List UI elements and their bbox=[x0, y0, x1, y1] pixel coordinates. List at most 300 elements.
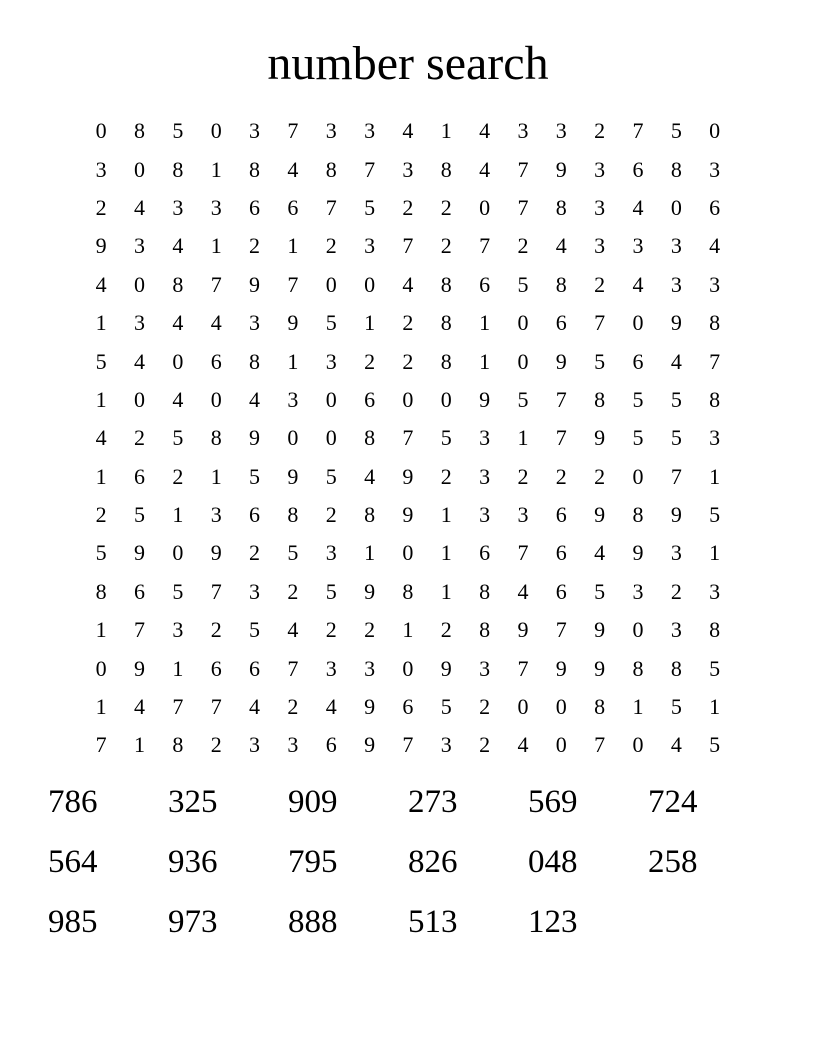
grid-cell: 9 bbox=[555, 655, 567, 681]
grid-cell: 0 bbox=[517, 310, 529, 336]
word-list-item: 826 bbox=[408, 844, 458, 880]
grid-cell: 4 bbox=[249, 386, 261, 412]
grid-cell: 3 bbox=[325, 655, 337, 681]
grid-cell: 5 bbox=[632, 425, 644, 451]
grid-cell: 3 bbox=[479, 425, 491, 451]
grid-cell: 8 bbox=[172, 156, 184, 182]
grid-cell: 2 bbox=[172, 463, 184, 489]
grid-cell: 6 bbox=[709, 194, 721, 220]
grid-cell: 7 bbox=[555, 617, 567, 643]
grid-cell: 1 bbox=[287, 348, 299, 374]
grid-cell: 3 bbox=[594, 233, 606, 259]
grid-cell: 4 bbox=[479, 156, 491, 182]
grid-cell: 8 bbox=[364, 425, 376, 451]
grid-cell: 8 bbox=[479, 617, 491, 643]
grid-row bbox=[82, 688, 734, 726]
grid-cell: 7 bbox=[210, 578, 222, 604]
grid-cell: 7 bbox=[517, 156, 529, 182]
grid-cell: 1 bbox=[479, 348, 491, 374]
grid-cell: 3 bbox=[287, 732, 299, 758]
grid-cell: 9 bbox=[555, 156, 567, 182]
grid-cell: 0 bbox=[325, 425, 337, 451]
grid-cell: 9 bbox=[249, 425, 261, 451]
grid-cell: 6 bbox=[479, 540, 491, 566]
grid-cell: 5 bbox=[594, 578, 606, 604]
grid-cell: 6 bbox=[555, 502, 567, 528]
grid-cell: 0 bbox=[632, 617, 644, 643]
grid-cell: 8 bbox=[210, 425, 222, 451]
grid-row bbox=[82, 304, 734, 342]
grid-cell: 3 bbox=[517, 118, 529, 144]
grid-cell: 3 bbox=[325, 540, 337, 566]
grid-cell: 7 bbox=[210, 271, 222, 297]
grid-cell: 3 bbox=[364, 655, 376, 681]
grid-cell: 5 bbox=[709, 655, 721, 681]
grid-cell: 7 bbox=[402, 732, 414, 758]
grid-cell: 5 bbox=[670, 694, 682, 720]
grid-cell: 2 bbox=[325, 502, 337, 528]
grid-cell: 2 bbox=[440, 617, 452, 643]
grid-cell: 1 bbox=[134, 732, 146, 758]
grid-cell: 2 bbox=[134, 425, 146, 451]
grid-cell: 6 bbox=[325, 732, 337, 758]
grid-cell: 8 bbox=[95, 578, 107, 604]
grid-cell: 4 bbox=[402, 118, 414, 144]
grid-cell: 5 bbox=[440, 425, 452, 451]
grid-cell: 3 bbox=[709, 156, 721, 182]
grid-row bbox=[82, 496, 734, 534]
grid-cell: 0 bbox=[632, 310, 644, 336]
grid-cell: 2 bbox=[210, 732, 222, 758]
grid-cell: 2 bbox=[594, 463, 606, 489]
grid-cell: 5 bbox=[172, 425, 184, 451]
grid-cell: 6 bbox=[249, 655, 261, 681]
grid-cell: 4 bbox=[287, 156, 299, 182]
grid-cell: 9 bbox=[402, 463, 414, 489]
grid-cell: 1 bbox=[210, 233, 222, 259]
grid-cell: 1 bbox=[287, 233, 299, 259]
grid-cell: 3 bbox=[517, 502, 529, 528]
grid-cell: 4 bbox=[364, 463, 376, 489]
grid-cell: 6 bbox=[632, 348, 644, 374]
grid-cell: 0 bbox=[632, 732, 644, 758]
grid-cell: 1 bbox=[709, 463, 721, 489]
grid-cell: 8 bbox=[555, 271, 567, 297]
grid-cell: 3 bbox=[709, 271, 721, 297]
word-list-item: 325 bbox=[168, 784, 218, 820]
grid-cell: 9 bbox=[632, 540, 644, 566]
grid-cell: 8 bbox=[670, 655, 682, 681]
word-list-item: 048 bbox=[528, 844, 578, 880]
grid-cell: 2 bbox=[517, 463, 529, 489]
grid-cell: 6 bbox=[210, 348, 222, 374]
grid-cell: 2 bbox=[287, 578, 299, 604]
grid-cell: 0 bbox=[517, 348, 529, 374]
grid-cell: 0 bbox=[440, 386, 452, 412]
grid-cell: 4 bbox=[632, 194, 644, 220]
grid-cell: 3 bbox=[210, 194, 222, 220]
grid-cell: 6 bbox=[134, 578, 146, 604]
grid-cell: 9 bbox=[440, 655, 452, 681]
grid-cell: 9 bbox=[364, 732, 376, 758]
grid-cell: 2 bbox=[555, 463, 567, 489]
number-grid bbox=[82, 112, 734, 765]
grid-cell: 0 bbox=[670, 194, 682, 220]
grid-cell: 3 bbox=[594, 194, 606, 220]
grid-cell: 1 bbox=[172, 655, 184, 681]
grid-cell: 9 bbox=[364, 694, 376, 720]
grid-cell: 6 bbox=[249, 502, 261, 528]
grid-row bbox=[82, 611, 734, 649]
grid-cell: 4 bbox=[402, 271, 414, 297]
grid-cell: 2 bbox=[479, 732, 491, 758]
grid-cell: 1 bbox=[364, 540, 376, 566]
grid-cell: 3 bbox=[95, 156, 107, 182]
grid-row bbox=[82, 458, 734, 496]
grid-row bbox=[82, 189, 734, 227]
grid-cell: 1 bbox=[95, 617, 107, 643]
grid-cell: 9 bbox=[287, 310, 299, 336]
grid-cell: 3 bbox=[670, 617, 682, 643]
grid-cell: 5 bbox=[440, 694, 452, 720]
grid-cell: 8 bbox=[440, 348, 452, 374]
grid-cell: 6 bbox=[210, 655, 222, 681]
grid-cell: 1 bbox=[95, 694, 107, 720]
grid-cell: 0 bbox=[402, 655, 414, 681]
grid-cell: 5 bbox=[249, 617, 261, 643]
grid-cell: 9 bbox=[555, 348, 567, 374]
grid-cell: 0 bbox=[709, 118, 721, 144]
grid-cell: 9 bbox=[517, 617, 529, 643]
grid-row bbox=[82, 419, 734, 457]
grid-cell: 2 bbox=[440, 194, 452, 220]
grid-cell: 3 bbox=[364, 118, 376, 144]
grid-cell: 0 bbox=[555, 694, 567, 720]
grid-cell: 5 bbox=[172, 118, 184, 144]
grid-row bbox=[82, 573, 734, 611]
grid-cell: 5 bbox=[594, 348, 606, 374]
grid-cell: 7 bbox=[172, 694, 184, 720]
grid-cell: 3 bbox=[172, 194, 184, 220]
grid-cell: 1 bbox=[440, 502, 452, 528]
grid-cell: 8 bbox=[402, 578, 414, 604]
grid-cell: 4 bbox=[172, 310, 184, 336]
grid-row bbox=[82, 649, 734, 687]
grid-cell: 1 bbox=[440, 578, 452, 604]
grid-cell: 5 bbox=[670, 386, 682, 412]
grid-cell: 5 bbox=[95, 540, 107, 566]
grid-row bbox=[82, 534, 734, 572]
grid-row bbox=[82, 266, 734, 304]
grid-cell: 0 bbox=[555, 732, 567, 758]
grid-cell: 5 bbox=[517, 271, 529, 297]
grid-cell: 4 bbox=[95, 425, 107, 451]
word-list-item: 888 bbox=[288, 904, 338, 940]
grid-cell: 2 bbox=[249, 233, 261, 259]
grid-cell: 0 bbox=[210, 386, 222, 412]
grid-cell: 2 bbox=[440, 233, 452, 259]
page-title: number search bbox=[267, 37, 549, 90]
grid-cell: 7 bbox=[709, 348, 721, 374]
grid-cell: 0 bbox=[402, 386, 414, 412]
grid-cell: 8 bbox=[632, 502, 644, 528]
word-list-item: 569 bbox=[528, 784, 578, 820]
grid-cell: 1 bbox=[95, 386, 107, 412]
grid-cell: 9 bbox=[402, 502, 414, 528]
grid-cell: 4 bbox=[325, 694, 337, 720]
word-list-item: 724 bbox=[648, 784, 698, 820]
grid-cell: 4 bbox=[172, 233, 184, 259]
grid-cell: 3 bbox=[134, 233, 146, 259]
grid-cell: 6 bbox=[479, 271, 491, 297]
grid-cell: 7 bbox=[287, 118, 299, 144]
grid-cell: 4 bbox=[95, 271, 107, 297]
grid-cell: 7 bbox=[517, 540, 529, 566]
grid-cell: 7 bbox=[594, 732, 606, 758]
word-list-item: 936 bbox=[168, 844, 218, 880]
grid-cell: 1 bbox=[709, 540, 721, 566]
grid-cell: 7 bbox=[402, 233, 414, 259]
grid-cell: 8 bbox=[249, 348, 261, 374]
grid-cell: 3 bbox=[670, 271, 682, 297]
grid-cell: 2 bbox=[402, 348, 414, 374]
grid-cell: 6 bbox=[555, 540, 567, 566]
grid-cell: 8 bbox=[364, 502, 376, 528]
grid-cell: 2 bbox=[670, 578, 682, 604]
grid-cell: 0 bbox=[95, 118, 107, 144]
grid-cell: 5 bbox=[325, 578, 337, 604]
grid-cell: 2 bbox=[517, 233, 529, 259]
grid-cell: 4 bbox=[670, 348, 682, 374]
grid-cell: 6 bbox=[249, 194, 261, 220]
grid-cell: 0 bbox=[364, 271, 376, 297]
grid-row bbox=[82, 150, 734, 188]
grid-cell: 3 bbox=[210, 502, 222, 528]
grid-cell: 0 bbox=[134, 156, 146, 182]
grid-cell: 3 bbox=[709, 425, 721, 451]
grid-cell: 4 bbox=[134, 348, 146, 374]
grid-cell: 8 bbox=[709, 617, 721, 643]
word-list-item: 795 bbox=[288, 844, 338, 880]
grid-cell: 0 bbox=[517, 694, 529, 720]
word-list-item: 513 bbox=[408, 904, 458, 940]
grid-cell: 6 bbox=[364, 386, 376, 412]
grid-cell: 3 bbox=[632, 233, 644, 259]
grid-cell: 9 bbox=[594, 655, 606, 681]
grid-row bbox=[82, 112, 734, 150]
grid-row bbox=[82, 726, 734, 764]
grid-cell: 2 bbox=[402, 194, 414, 220]
grid-cell: 7 bbox=[364, 156, 376, 182]
grid-cell: 6 bbox=[632, 156, 644, 182]
grid-cell: 2 bbox=[402, 310, 414, 336]
grid-cell: 5 bbox=[134, 502, 146, 528]
grid-cell: 4 bbox=[479, 118, 491, 144]
grid-cell: 9 bbox=[670, 502, 682, 528]
grid-cell: 3 bbox=[594, 156, 606, 182]
grid-cell: 2 bbox=[325, 233, 337, 259]
grid-cell: 3 bbox=[479, 655, 491, 681]
grid-cell: 5 bbox=[325, 463, 337, 489]
grid-cell: 9 bbox=[287, 463, 299, 489]
grid-cell: 1 bbox=[709, 694, 721, 720]
grid-cell: 3 bbox=[172, 617, 184, 643]
grid-cell: 5 bbox=[709, 502, 721, 528]
grid-cell: 2 bbox=[210, 617, 222, 643]
grid-cell: 3 bbox=[479, 463, 491, 489]
grid-row bbox=[82, 342, 734, 380]
grid-cell: 3 bbox=[479, 502, 491, 528]
grid-cell: 5 bbox=[172, 578, 184, 604]
grid-cell: 8 bbox=[440, 310, 452, 336]
grid-cell: 1 bbox=[210, 156, 222, 182]
grid-cell: 2 bbox=[364, 348, 376, 374]
grid-cell: 1 bbox=[210, 463, 222, 489]
grid-cell: 9 bbox=[364, 578, 376, 604]
grid-cell: 7 bbox=[402, 425, 414, 451]
grid-cell: 3 bbox=[670, 540, 682, 566]
grid-cell: 3 bbox=[670, 233, 682, 259]
grid-cell: 9 bbox=[95, 233, 107, 259]
grid-cell: 8 bbox=[249, 156, 261, 182]
grid-cell: 5 bbox=[325, 310, 337, 336]
word-list-item: 258 bbox=[648, 844, 698, 880]
grid-cell: 0 bbox=[325, 271, 337, 297]
grid-cell: 9 bbox=[134, 540, 146, 566]
grid-cell: 3 bbox=[325, 118, 337, 144]
grid-cell: 8 bbox=[172, 271, 184, 297]
grid-cell: 9 bbox=[594, 425, 606, 451]
grid-cell: 7 bbox=[555, 386, 567, 412]
grid-cell: 9 bbox=[594, 617, 606, 643]
grid-cell: 8 bbox=[134, 118, 146, 144]
grid-cell: 2 bbox=[594, 271, 606, 297]
grid-cell: 4 bbox=[210, 310, 222, 336]
grid-cell: 5 bbox=[670, 425, 682, 451]
grid-cell: 4 bbox=[517, 578, 529, 604]
grid-cell: 1 bbox=[172, 502, 184, 528]
grid-cell: 8 bbox=[632, 655, 644, 681]
grid-cell: 5 bbox=[364, 194, 376, 220]
grid-cell: 0 bbox=[287, 425, 299, 451]
grid-cell: 0 bbox=[210, 118, 222, 144]
grid-cell: 9 bbox=[670, 310, 682, 336]
grid-cell: 3 bbox=[287, 386, 299, 412]
grid-cell: 1 bbox=[364, 310, 376, 336]
grid-cell: 9 bbox=[479, 386, 491, 412]
grid-cell: 9 bbox=[134, 655, 146, 681]
grid-cell: 8 bbox=[325, 156, 337, 182]
grid-cell: 3 bbox=[632, 578, 644, 604]
grid-cell: 8 bbox=[172, 732, 184, 758]
grid-cell: 2 bbox=[364, 617, 376, 643]
word-list-item: 273 bbox=[408, 784, 458, 820]
grid-cell: 8 bbox=[440, 271, 452, 297]
grid-cell: 3 bbox=[134, 310, 146, 336]
grid-cell: 3 bbox=[325, 348, 337, 374]
grid-cell: 8 bbox=[670, 156, 682, 182]
word-list-item: 786 bbox=[48, 784, 98, 820]
grid-cell: 7 bbox=[287, 271, 299, 297]
word-list-item: 909 bbox=[288, 784, 338, 820]
grid-cell: 1 bbox=[479, 310, 491, 336]
grid-cell: 0 bbox=[134, 271, 146, 297]
grid-cell: 7 bbox=[210, 694, 222, 720]
grid-cell: 4 bbox=[172, 386, 184, 412]
grid-cell: 4 bbox=[134, 194, 146, 220]
grid-cell: 0 bbox=[402, 540, 414, 566]
grid-cell: 1 bbox=[517, 425, 529, 451]
grid-cell: 7 bbox=[287, 655, 299, 681]
grid-cell: 7 bbox=[325, 194, 337, 220]
grid-cell: 8 bbox=[594, 694, 606, 720]
grid-row bbox=[82, 381, 734, 419]
grid-cell: 4 bbox=[287, 617, 299, 643]
grid-cell: 7 bbox=[517, 655, 529, 681]
grid-cell: 5 bbox=[632, 386, 644, 412]
grid-cell: 6 bbox=[402, 694, 414, 720]
grid-cell: 7 bbox=[555, 425, 567, 451]
grid-cell: 3 bbox=[440, 732, 452, 758]
word-list-item: 985 bbox=[48, 904, 98, 940]
grid-cell: 7 bbox=[594, 310, 606, 336]
grid-cell: 6 bbox=[555, 578, 567, 604]
grid-cell: 5 bbox=[249, 463, 261, 489]
grid-cell: 4 bbox=[709, 233, 721, 259]
grid-cell: 0 bbox=[172, 540, 184, 566]
grid-cell: 3 bbox=[249, 732, 261, 758]
grid-cell: 1 bbox=[95, 310, 107, 336]
grid-cell: 9 bbox=[210, 540, 222, 566]
grid-cell: 2 bbox=[95, 194, 107, 220]
grid-cell: 3 bbox=[555, 118, 567, 144]
grid-cell: 4 bbox=[555, 233, 567, 259]
grid-row bbox=[82, 227, 734, 265]
grid-cell: 0 bbox=[95, 655, 107, 681]
grid-cell: 2 bbox=[95, 502, 107, 528]
grid-cell: 4 bbox=[517, 732, 529, 758]
word-list-item: 564 bbox=[48, 844, 98, 880]
grid-cell: 2 bbox=[479, 694, 491, 720]
grid-cell: 8 bbox=[287, 502, 299, 528]
grid-cell: 4 bbox=[632, 271, 644, 297]
grid-cell: 8 bbox=[440, 156, 452, 182]
grid-cell: 9 bbox=[249, 271, 261, 297]
grid-cell: 7 bbox=[632, 118, 644, 144]
grid-cell: 1 bbox=[440, 118, 452, 144]
grid-cell: 3 bbox=[249, 310, 261, 336]
grid-cell: 7 bbox=[479, 233, 491, 259]
grid-cell: 7 bbox=[517, 194, 529, 220]
grid-cell: 3 bbox=[249, 118, 261, 144]
grid-cell: 4 bbox=[249, 694, 261, 720]
grid-cell: 2 bbox=[594, 118, 606, 144]
grid-cell: 0 bbox=[632, 463, 644, 489]
grid-cell: 6 bbox=[555, 310, 567, 336]
grid-cell: 3 bbox=[709, 578, 721, 604]
grid-cell: 2 bbox=[249, 540, 261, 566]
grid-cell: 3 bbox=[249, 578, 261, 604]
grid-cell: 7 bbox=[670, 463, 682, 489]
grid-cell: 2 bbox=[287, 694, 299, 720]
grid-cell: 5 bbox=[287, 540, 299, 566]
grid-cell: 1 bbox=[402, 617, 414, 643]
grid-cell: 5 bbox=[709, 732, 721, 758]
grid-cell: 8 bbox=[555, 194, 567, 220]
grid-cell: 1 bbox=[440, 540, 452, 566]
grid-cell: 8 bbox=[709, 386, 721, 412]
grid-cell: 8 bbox=[594, 386, 606, 412]
